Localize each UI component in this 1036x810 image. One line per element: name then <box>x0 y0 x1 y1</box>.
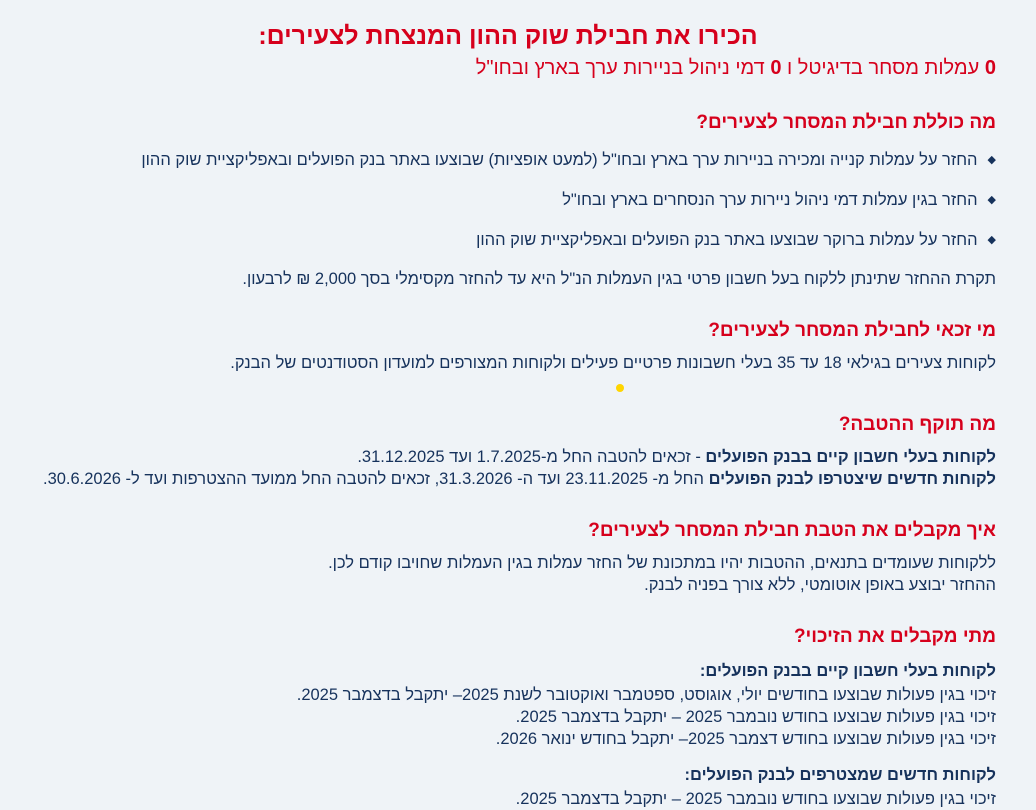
section-package-includes <box>20 112 996 290</box>
validity-existing-line <box>20 446 996 468</box>
validity-new-line <box>20 468 996 490</box>
section-when-credited <box>20 626 996 810</box>
when-existing-line: זיכוי בגין פעולות שבוצעו בחודש נובמבר 2025 – יתקבל בדצמבר 2025. <box>515 707 996 726</box>
subtitle-zero-second: 0 <box>770 56 782 79</box>
refund-cap-note: תקרת ההחזר שתינתן ללקוח בעל חשבון פרטי בגין העמלות הנ"ל היא עד להחזר מקסימלי בסך 2,000 ₪ לרבעון. <box>242 269 996 288</box>
section-validity <box>20 414 996 490</box>
subtitle-zero-first: 0 <box>984 56 996 79</box>
section-eligibility <box>20 320 996 392</box>
existing-customers-text: - זכאים להטבה החל מ-1.7.2025 ועד 31.12.2025. <box>357 447 706 466</box>
page-title: הכירו את חבילת שוק ההון המנצחת לצעירים: <box>258 22 758 50</box>
bullet-text: החזר בגין עמלות דמי ניהול ניירות ערך הנסחרים בארץ ובחו"ל <box>562 190 978 209</box>
page-subtitle <box>20 55 996 82</box>
bullet-text: החזר על עמלות קנייה ומכירה בניירות ערך בארץ ובחו"ל (למעט אופציות) שבוצעו באתר בנק הפועלים ובאפליקציית שוק ההון <box>141 150 978 169</box>
new-customers-label: לקוחות חדשים שיצטרפו לבנק הפועלים <box>708 469 996 488</box>
list-item <box>20 228 996 252</box>
bullet-text: החזר על עמלות ברוקר שבוצעו באתר בנק הפועלים ובאפליקציית שוק ההון <box>476 230 978 249</box>
when-existing-subheading: לקוחות בעלי חשבון קיים בבנק הפועלים: <box>699 661 996 680</box>
eligibility-text: לקוחות צעירים בגילאי 18 עד 35 בעלי חשבונות פרטיים פעילים ולקוחות המצורפים למועדון הסטודנטים של הבנק. <box>230 353 996 372</box>
when-heading: מתי מקבלים את הזיכוי? <box>793 625 996 647</box>
includes-heading: מה כוללת חבילת המסחר לצעירים? <box>696 111 996 133</box>
diamond-bullet-icon: ◆ <box>987 193 996 206</box>
when-existing-line: זיכוי בגין פעולות שבוצעו בחודשים יולי, אוגוסט, ספטמבר ואוקטובר לשנת 2025– יתקבל בדצמבר 2025. <box>296 685 996 704</box>
subtitle-text-first: עמלות מסחר בדיגיטל ו <box>781 56 985 79</box>
validity-heading: מה תוקף ההטבה? <box>838 413 996 435</box>
new-customers-text: החל מ- 23.11.2025 ועד ה- 31.3.2026, זכאים להטבה החל ממועד ההצטרפות ועד ל- 30.6.2026. <box>42 469 709 488</box>
when-new-line: זיכוי בגין פעולות שבוצעו בחודש נובמבר 2025 – יתקבל בדצמבר 2025. <box>515 789 996 808</box>
diamond-bullet-icon: ◆ <box>987 153 996 166</box>
hero-header <box>20 20 996 82</box>
when-existing-line: זיכוי בגין פעולות שבוצעו בחודש דצמבר 2025– יתקבל בחודש ינואר 2026. <box>495 729 996 748</box>
includes-bullet-list <box>20 148 996 252</box>
how-line-2: ההחזר יבוצע באופן אוטומטי, ללא צורך בפניה לבנק. <box>644 575 996 594</box>
how-line-1: ללקוחות שעומדים בתנאים, ההטבות יהיו במתכונת של החזר עמלות בגין העמלות שחויבו קודם לכן. <box>328 553 996 572</box>
how-heading: איך מקבלים את הטבת חבילת המסחר לצעירים? <box>588 519 996 541</box>
subtitle-text-second: דמי ניהול בניירות ערך בארץ ובחו"ל <box>475 56 771 79</box>
existing-customers-label: לקוחות בעלי חשבון קיים בבנק הפועלים <box>705 447 996 466</box>
diamond-bullet-icon: ◆ <box>987 233 996 246</box>
section-how-to-receive <box>20 520 996 596</box>
list-item <box>20 188 996 212</box>
list-item <box>20 148 996 172</box>
eligibility-heading: מי זכאי לחבילת המסחר לצעירים? <box>708 319 996 341</box>
yellow-dot-marker <box>616 384 624 392</box>
when-new-subheading: לקוחות חדשים שמצטרפים לבנק הפועלים: <box>684 765 996 784</box>
